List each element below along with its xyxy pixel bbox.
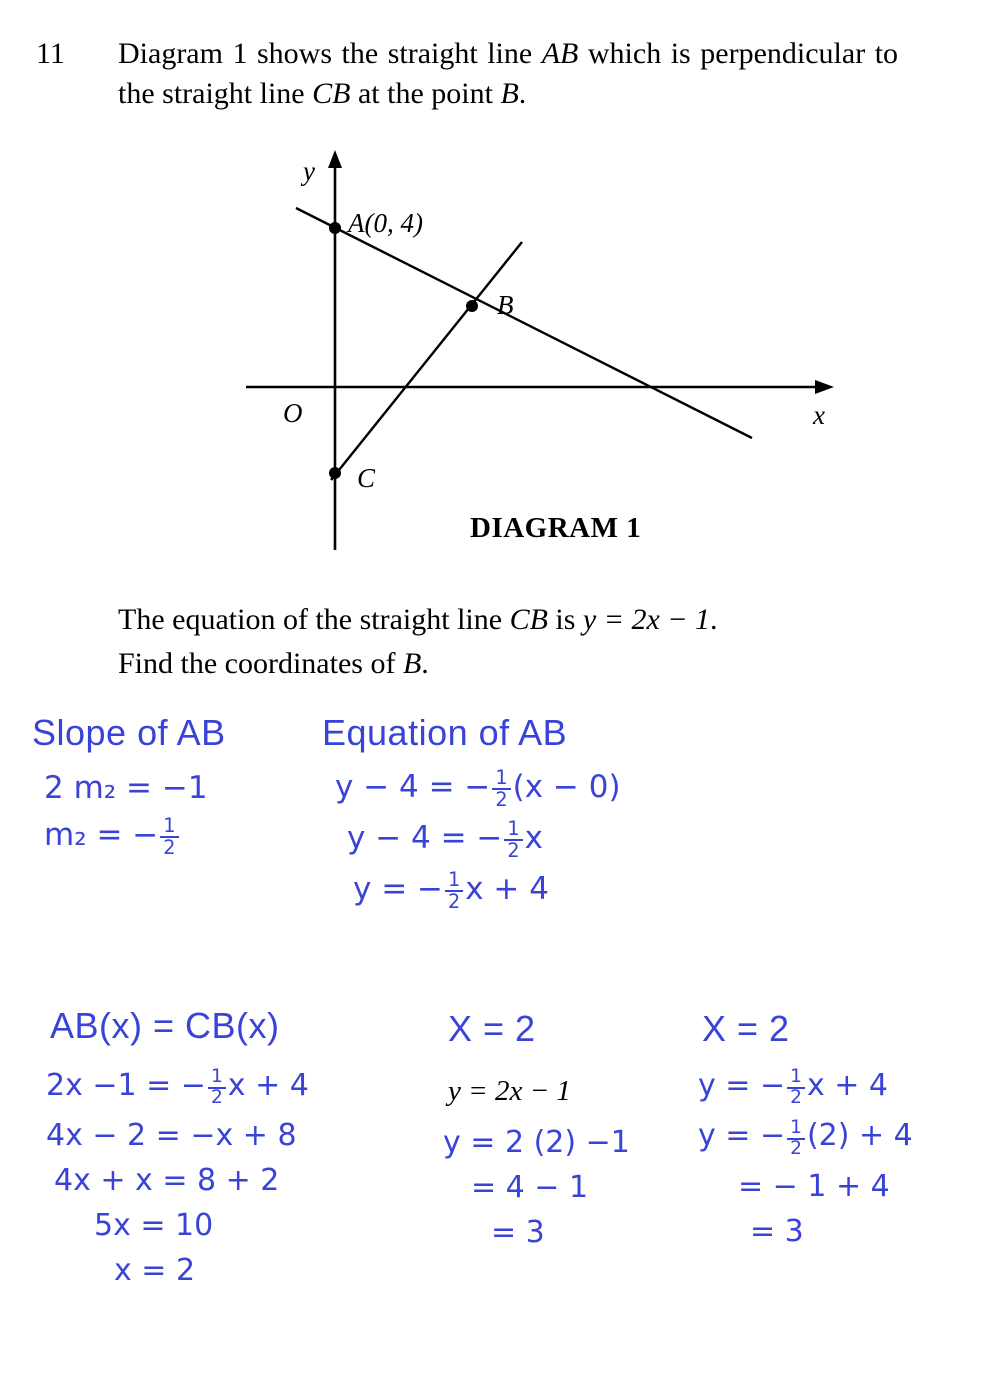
- ab1-frac-numerator: 1: [790, 1066, 802, 1088]
- question-line1-post: which is: [578, 37, 691, 70]
- question-line2-cb: CB: [312, 76, 351, 110]
- equation-line-3a: y = −: [353, 871, 444, 908]
- equation-work: [335, 768, 621, 922]
- statement-line1-end: .: [710, 603, 718, 636]
- label-point-c: C: [357, 463, 376, 493]
- diagram-1: [200, 150, 840, 570]
- eq2-frac-numerator: 1: [507, 817, 520, 841]
- question-line1-ab: AB: [541, 37, 579, 70]
- cb-line-3: = 3: [491, 1215, 545, 1250]
- intersection-line-3: 4x + x = 8 + 2: [54, 1163, 280, 1199]
- point-b-dot: [466, 300, 478, 312]
- question-line2-end: .: [518, 76, 527, 110]
- line-ab: [296, 208, 752, 438]
- ab2-frac-numerator: 1: [790, 1116, 802, 1138]
- ab2-frac-denominator: 2: [787, 1138, 805, 1159]
- intersection-line-4: 5x = 10: [94, 1208, 214, 1244]
- cb-line-2: = 4 − 1: [471, 1170, 589, 1205]
- ab-substitution-work: [698, 1068, 913, 1259]
- equation-line-2: [347, 819, 621, 860]
- equation-line-1b: (x − 0): [512, 768, 621, 805]
- point-c-dot: [329, 467, 341, 479]
- equation-line-3: [353, 870, 621, 911]
- eq1-frac-denominator: 2: [492, 788, 510, 810]
- intersection-line-1b: x + 4: [227, 1068, 309, 1103]
- intersection-line-1a: 2x −1 = −: [46, 1068, 206, 1103]
- cb-line-1: y = 2 (2) −1: [443, 1125, 630, 1160]
- ab-line-1a: y = −: [698, 1068, 786, 1103]
- intersection-fraction: [208, 1068, 226, 1108]
- ab-substitution-heading: X = 2: [702, 1008, 790, 1049]
- equation-line-2b: x: [524, 820, 543, 857]
- ab-line-2-fraction: [787, 1116, 805, 1159]
- slope-frac-denominator: 2: [160, 836, 178, 858]
- statement-line1-equation: y = 2x − 1: [582, 603, 711, 636]
- intersection-line-2: 4x − 2 = −x + 8: [46, 1118, 297, 1154]
- diagram-caption: DIAGRAM 1: [470, 512, 642, 544]
- question-block: [36, 34, 936, 114]
- question-text: [118, 34, 898, 114]
- ab-line-2b: (2) + 4: [806, 1118, 913, 1154]
- equation-line-1a: y − 4 = −: [335, 768, 491, 805]
- int-frac-denominator: 2: [208, 1087, 226, 1108]
- ab-line-1b: x + 4: [806, 1068, 889, 1103]
- slope-line-2: [44, 816, 208, 857]
- intersection-line-1: [46, 1068, 309, 1108]
- question-line2-b: B: [500, 76, 519, 110]
- statement-line1-pre: The equation of the straight line: [118, 603, 510, 636]
- ab1-frac-denominator: 2: [787, 1087, 805, 1108]
- ab-line-2: [698, 1118, 913, 1158]
- slope-fraction: [160, 816, 178, 857]
- question-line1-pre: Diagram 1 shows the straight line: [118, 37, 542, 70]
- slope-line-1: 2 m₂ = −1: [44, 770, 208, 806]
- ab-line-1-fraction: [787, 1068, 805, 1108]
- question-number: 11: [36, 37, 65, 70]
- equation-line-3b: x + 4: [465, 871, 549, 908]
- cb-substitution-work: [443, 1125, 630, 1260]
- question-line2-pre: perpendicular to the straight line: [118, 37, 899, 110]
- slope-work: [44, 770, 208, 867]
- eq3-frac-denominator: 2: [445, 890, 463, 912]
- equation-line-1-fraction: [492, 768, 510, 809]
- diagram-svg: [200, 150, 840, 570]
- statement-line2: Find the coordinates of B.: [118, 646, 429, 680]
- ab-line-3: = − 1 + 4: [738, 1168, 890, 1204]
- cb-substitution-heading: X = 2: [448, 1008, 536, 1049]
- label-axis-y: y: [303, 156, 315, 186]
- eq1-frac-numerator: 1: [495, 766, 508, 789]
- slope-line-2-lhs: m₂ = −: [44, 816, 159, 853]
- equation-line-2a: y − 4 = −: [347, 820, 503, 857]
- eq3-frac-numerator: 1: [448, 868, 461, 892]
- label-origin: O: [283, 398, 303, 428]
- statement-line1: [118, 598, 918, 642]
- question-line2-mid: at the point: [350, 76, 501, 110]
- y-axis-arrow: [328, 150, 342, 168]
- slope-frac-numerator: 1: [163, 814, 176, 837]
- statement-block: [118, 598, 918, 685]
- cb-printed-equation: y = 2x − 1: [448, 1075, 571, 1107]
- label-point-a: A(0, 4): [348, 208, 423, 238]
- int-frac-numerator: 1: [210, 1066, 223, 1088]
- x-axis-arrow: [815, 380, 834, 394]
- slope-heading: Slope of AB: [32, 712, 226, 753]
- eq2-frac-denominator: 2: [504, 839, 522, 861]
- ab-line-2a: y = −: [698, 1118, 786, 1154]
- intersection-line-5: x = 2: [114, 1253, 196, 1289]
- ab-line-1: [698, 1068, 913, 1108]
- point-a-dot: [329, 222, 341, 234]
- line-cb: [331, 242, 522, 480]
- equation-heading: Equation of AB: [322, 712, 568, 753]
- label-point-b: B: [497, 290, 514, 320]
- label-axis-x: x: [813, 400, 825, 430]
- statement-line1-is: is: [547, 603, 583, 636]
- statement-line1-cb: CB: [509, 603, 548, 636]
- equation-line-2-fraction: [504, 819, 522, 860]
- intersection-heading: AB(x) = CB(x): [50, 1005, 280, 1046]
- equation-line-3-fraction: [445, 870, 463, 911]
- intersection-work: [46, 1068, 309, 1298]
- equation-line-1: [335, 768, 621, 809]
- ab-line-4: = 3: [750, 1213, 804, 1249]
